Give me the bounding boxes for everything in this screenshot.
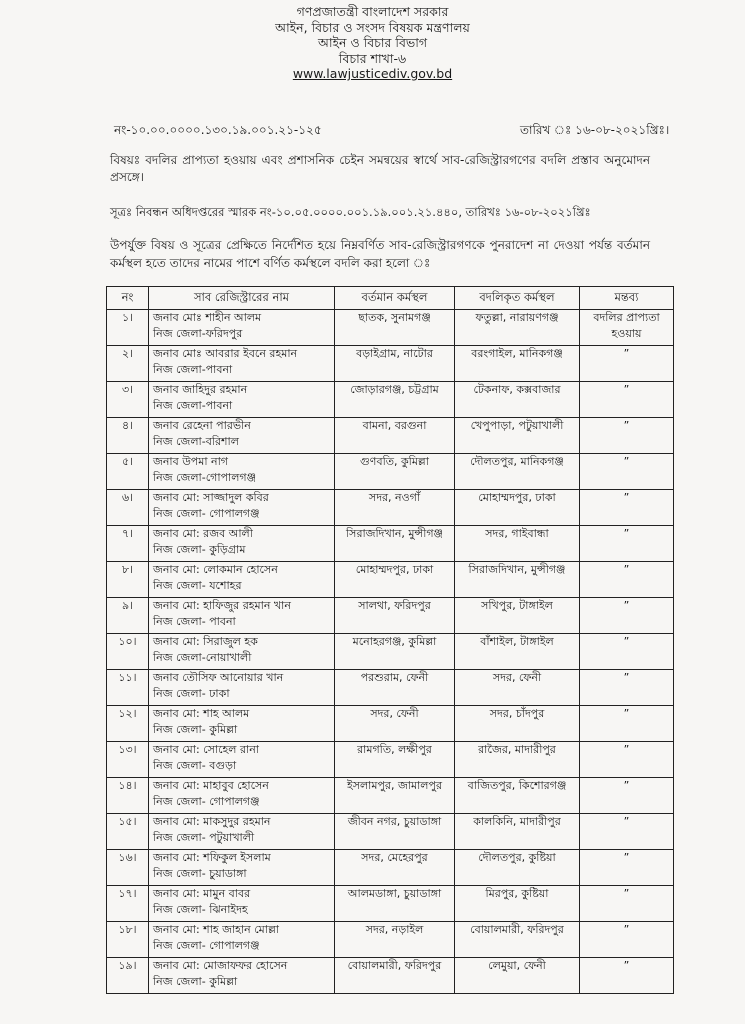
row-remark: ” [580,454,674,490]
row-name-cell [149,922,335,958]
new-post: খেপুপাড়া, পটুয়াখালী [455,418,580,454]
table-row [107,670,674,706]
home-district: নিজ জেলা- কুড়িগ্রাম [153,543,246,556]
row-serial: ৯। [107,598,149,634]
letterhead [0,4,745,82]
row-name-cell [149,706,335,742]
registrar-name: জনাব মো: শাহ আলম [153,707,250,720]
row-name-cell [149,670,335,706]
row-name-cell [149,814,335,850]
table-row [107,526,674,562]
row-remark: ” [580,778,674,814]
registrar-name: জনাব রেহেনা পারভীন [153,419,251,432]
header-new-post: বদলিকৃত কর্মস্থল [455,287,580,310]
new-post: ফতুল্লা, নারায়ণগঞ্জ [455,310,580,346]
row-serial: ৭। [107,526,149,562]
table-row [107,562,674,598]
table-row [107,922,674,958]
registrar-name: জনাব মো: লোকমান হোসেন [153,563,278,576]
subject-line: বিষয়ঃ বদলির প্রাপ্যতা হওয়ায় এবং প্রশাসনিক চেইন সমন্বয়ের স্বার্থে সাব-রেজিস্ট্রারগণের বদলি প্রস্তাব অনুমোদন প্রসঙ্গে। [110,153,650,184]
row-serial: ৬। [107,490,149,526]
row-remark: ” [580,346,674,382]
row-serial: ১। [107,310,149,346]
registrar-name: জনাব মো: মাকসুদুর রহমান [153,815,271,828]
row-serial: ১২। [107,706,149,742]
current-post: রামগতি, লক্ষীপুর [335,742,455,778]
row-serial: ১০। [107,634,149,670]
registrar-name: জনাব মো: মামুন বাবর [153,887,251,900]
current-post: সদর, মেহেরপুর [335,850,455,886]
row-name-cell [149,346,335,382]
current-post: ছাতক, সুনামগঞ্জ [335,310,455,346]
row-remark: ” [580,562,674,598]
new-post: কালকিনি, মাদারীপুর [455,814,580,850]
home-district: নিজ জেলা-পাবনা [153,399,233,412]
new-post: দৌলতপুর, কুষ্টিয়া [455,850,580,886]
row-name-cell [149,598,335,634]
home-district: নিজ জেলা- ঝিনাইদহ [153,903,248,916]
row-serial: ১৮। [107,922,149,958]
intro-paragraph: উপর্যুক্ত বিষয় ও সূত্রের প্রেক্ষিতে নির্দেশিত হয়ে নিম্নবর্ণিত সাব-রেজিস্ট্রারগণকে পুনরাদেশ না দেওয়া পর্যন্ত বর্তমান কর্মস্থল হতে তাদের নামের পাশে বর্ণিত কর্মস্থলে বদলি করা হলো ঃ [110,238,650,270]
row-remark: ” [580,742,674,778]
current-post: মনোহরগঞ্জ, কুমিল্লা [335,634,455,670]
home-district: নিজ জেলা-নোয়াখালী [153,651,252,664]
current-post: জীবন নগর, চুয়াডাঙ্গা [335,814,455,850]
table-row [107,886,674,922]
ministry-name: আইন, বিচার ও সংসদ বিষয়ক মন্ত্রণালয় [275,19,470,35]
current-post: সদর, নড়াইল [335,922,455,958]
registrar-name: জনাব মো: মাহাবুব হোসেন [153,779,269,792]
new-post: দৌলতপুর, মানিকগঞ্জ [455,454,580,490]
new-post: বাঁশাইল, টাঙ্গাইল [455,634,580,670]
table-row [107,346,674,382]
row-remark: ” [580,634,674,670]
row-name-cell [149,310,335,346]
new-post: সিরাজদিখান, মুন্সীগঞ্জ [455,562,580,598]
current-post: ইসলামপুর, জামালপুর [335,778,455,814]
table-row [107,778,674,814]
current-post: আলমডাঙ্গা, চুয়াডাঙ্গা [335,886,455,922]
home-district: নিজ জেলা-গোপালগঞ্জ [153,471,257,484]
row-name-cell [149,958,335,994]
row-serial: ২। [107,346,149,382]
current-post: গুণবতি, কুমিল্লা [335,454,455,490]
home-district: নিজ জেলা- চুয়াডাঙ্গা [153,867,247,880]
home-district: নিজ জেলা- বগুড়া [153,759,237,772]
row-serial: ১৯। [107,958,149,994]
row-remark: ” [580,670,674,706]
table-row [107,382,674,418]
registrar-name: জনাব মো: হাফিজুর রহমান খান [153,599,291,612]
registrar-name: জনাব মো: সিরাজুল হক [153,635,258,648]
home-district: নিজ জেলা- গোপালগঞ্জ [153,795,260,808]
home-district: নিজ জেলা- গোপালগঞ্জ [153,939,260,952]
current-post: সিরাজদিখান, মুন্সীগঞ্জ [335,526,455,562]
table-row [107,634,674,670]
row-name-cell [149,742,335,778]
registrar-name: জনাব মো: সোহেল রানা [153,743,259,756]
row-name-cell [149,382,335,418]
registrar-name: জনাব মো: রজব আলী [153,527,253,540]
home-district: নিজ জেলা- কুমিল্লা [153,723,238,736]
table-row [107,418,674,454]
home-district: নিজ জেলা-পাবনা [153,363,233,376]
table-row [107,706,674,742]
memo-date: তারিখ ঃ ১৬-০৮-২০২১খ্রিঃ। [520,123,670,137]
header-serial: নং [107,287,149,310]
table-row [107,310,674,346]
section-name: বিচার শাখা-৬ [338,50,407,66]
row-serial: ১১। [107,670,149,706]
row-name-cell [149,454,335,490]
registrar-name: জনাব মো: মোজাফফর হোসেন [153,959,288,972]
new-post: বরংগাইল, মানিকগঞ্জ [455,346,580,382]
current-post: মোহাম্মদপুর, ঢাকা [335,562,455,598]
home-district: নিজ জেলা- যশোহর [153,579,242,592]
row-serial: ১৫। [107,814,149,850]
row-serial: ১৬। [107,850,149,886]
transfer-table [106,286,674,994]
new-post: সদর, ফেনী [455,670,580,706]
row-serial: ১৩। [107,742,149,778]
home-district: নিজ জেলা- ঢাকা [153,687,230,700]
new-post: বাজিতপুর, কিশোরগঞ্জ [455,778,580,814]
row-name-cell [149,778,335,814]
registrar-name: জনাব মো: সাজ্জাদুল কবির [153,491,269,504]
header-remark: মন্তব্য [580,287,674,310]
table-header-row [107,287,674,310]
new-post: সদর, গাইবান্ধা [455,526,580,562]
row-name-cell [149,634,335,670]
row-serial: ১৭। [107,886,149,922]
new-post: মোহাম্মদপুর, ঢাকা [455,490,580,526]
table-row [107,742,674,778]
table-row [107,454,674,490]
row-remark: ” [580,706,674,742]
home-district: নিজ জেলা- কুমিল্লা [153,975,238,988]
division-name: আইন ও বিচার বিভাগ [317,35,428,50]
row-serial: ৪। [107,418,149,454]
home-district: নিজ জেলা- পটুয়াখালী [153,831,255,844]
current-post: বড়াইগ্রাম, নাটোর [335,346,455,382]
current-post: বোয়ালমারী, ফরিদপুর [335,958,455,994]
row-name-cell [149,490,335,526]
row-remark: ” [580,814,674,850]
new-post: মিরপুর, কুষ্টিয়া [455,886,580,922]
current-post: বামনা, বরগুনা [335,418,455,454]
home-district: নিজ জেলা-ফরিদপুর [153,327,243,340]
row-remark: ” [580,598,674,634]
row-remark: ” [580,850,674,886]
row-remark: ” [580,382,674,418]
current-post: সদর, নওগাঁ [335,490,455,526]
registrar-name: জনাব উপমা নাগ [153,455,229,468]
new-post: টেকনাফ, কক্সবাজার [455,382,580,418]
new-post: বোয়ালমারী, ফরিদপুর [455,922,580,958]
new-post: সদর, চাঁদপুর [455,706,580,742]
table-row [107,814,674,850]
home-district: নিজ জেলা- পাবনা [153,615,236,628]
row-name-cell [149,886,335,922]
row-remark: ” [580,886,674,922]
registrar-name: জনাব জাহিদুর রহমান [153,383,248,396]
row-remark: ” [580,418,674,454]
registrar-name: জনাব তৌসিফ আনোয়ার খান [153,671,284,684]
table-row [107,598,674,634]
home-district: নিজ জেলা-বরিশাল [153,435,239,448]
current-post: সদর, ফেনী [335,706,455,742]
header-name: সাব রেজিস্ট্রারের নাম [149,287,335,310]
current-post: জোড়ারগঞ্জ, চট্টগ্রাম [335,382,455,418]
header-current-post: বর্তমান কর্মস্থল [335,287,455,310]
government-name: গণপ্রজাতন্ত্রী বাংলাদেশ সরকার [296,4,449,19]
row-serial: ১৪। [107,778,149,814]
new-post: রাজৈর, মাদারীপুর [455,742,580,778]
registrar-name: জনাব মোঃ আবরার ইবনে রহমান [153,347,298,360]
memo-number: নং-১০.০০.০০০০.১৩০.১৯.০০১.২১-১২৫ [114,123,322,137]
row-remark: ” [580,526,674,562]
current-post: পরশুরাম, ফেনী [335,670,455,706]
table-row [107,958,674,994]
row-serial: ৫। [107,454,149,490]
current-post: সালথা, ফরিদপুর [335,598,455,634]
row-remark: বদলির প্রাপ্যতা হওয়ায় [580,310,674,346]
row-serial: ৩। [107,382,149,418]
row-name-cell [149,526,335,562]
row-remark: ” [580,958,674,994]
new-post: সখিপুর, টাঙ্গাইল [455,598,580,634]
registrar-name: জনাব মো: শফিকুল ইসলাম [153,851,271,864]
row-remark: ” [580,922,674,958]
table-row [107,490,674,526]
row-name-cell [149,850,335,886]
row-remark: ” [580,490,674,526]
reference-line: সূত্রঃ নিবন্ধন অধিদপ্তরের স্মারক নং-১০.০৫.০০০০.০০১.১৯.০০১.২১.৪৪০, তারিখঃ ১৬-০৮-২০২১খ্রিঃ [110,205,591,219]
table-row [107,850,674,886]
row-name-cell [149,562,335,598]
registrar-name: জনাব মোঃ শাহীন আলম [153,311,262,324]
table-body [107,310,674,994]
home-district: নিজ জেলা- গোপালগঞ্জ [153,507,260,520]
website-link[interactable]: www.lawjusticediv.gov.bd [292,66,453,81]
row-name-cell [149,418,335,454]
registrar-name: জনাব মো: শাহ জাহান মোল্লা [153,923,279,936]
row-serial: ৮। [107,562,149,598]
new-post: লেমুয়া, ফেনী [455,958,580,994]
